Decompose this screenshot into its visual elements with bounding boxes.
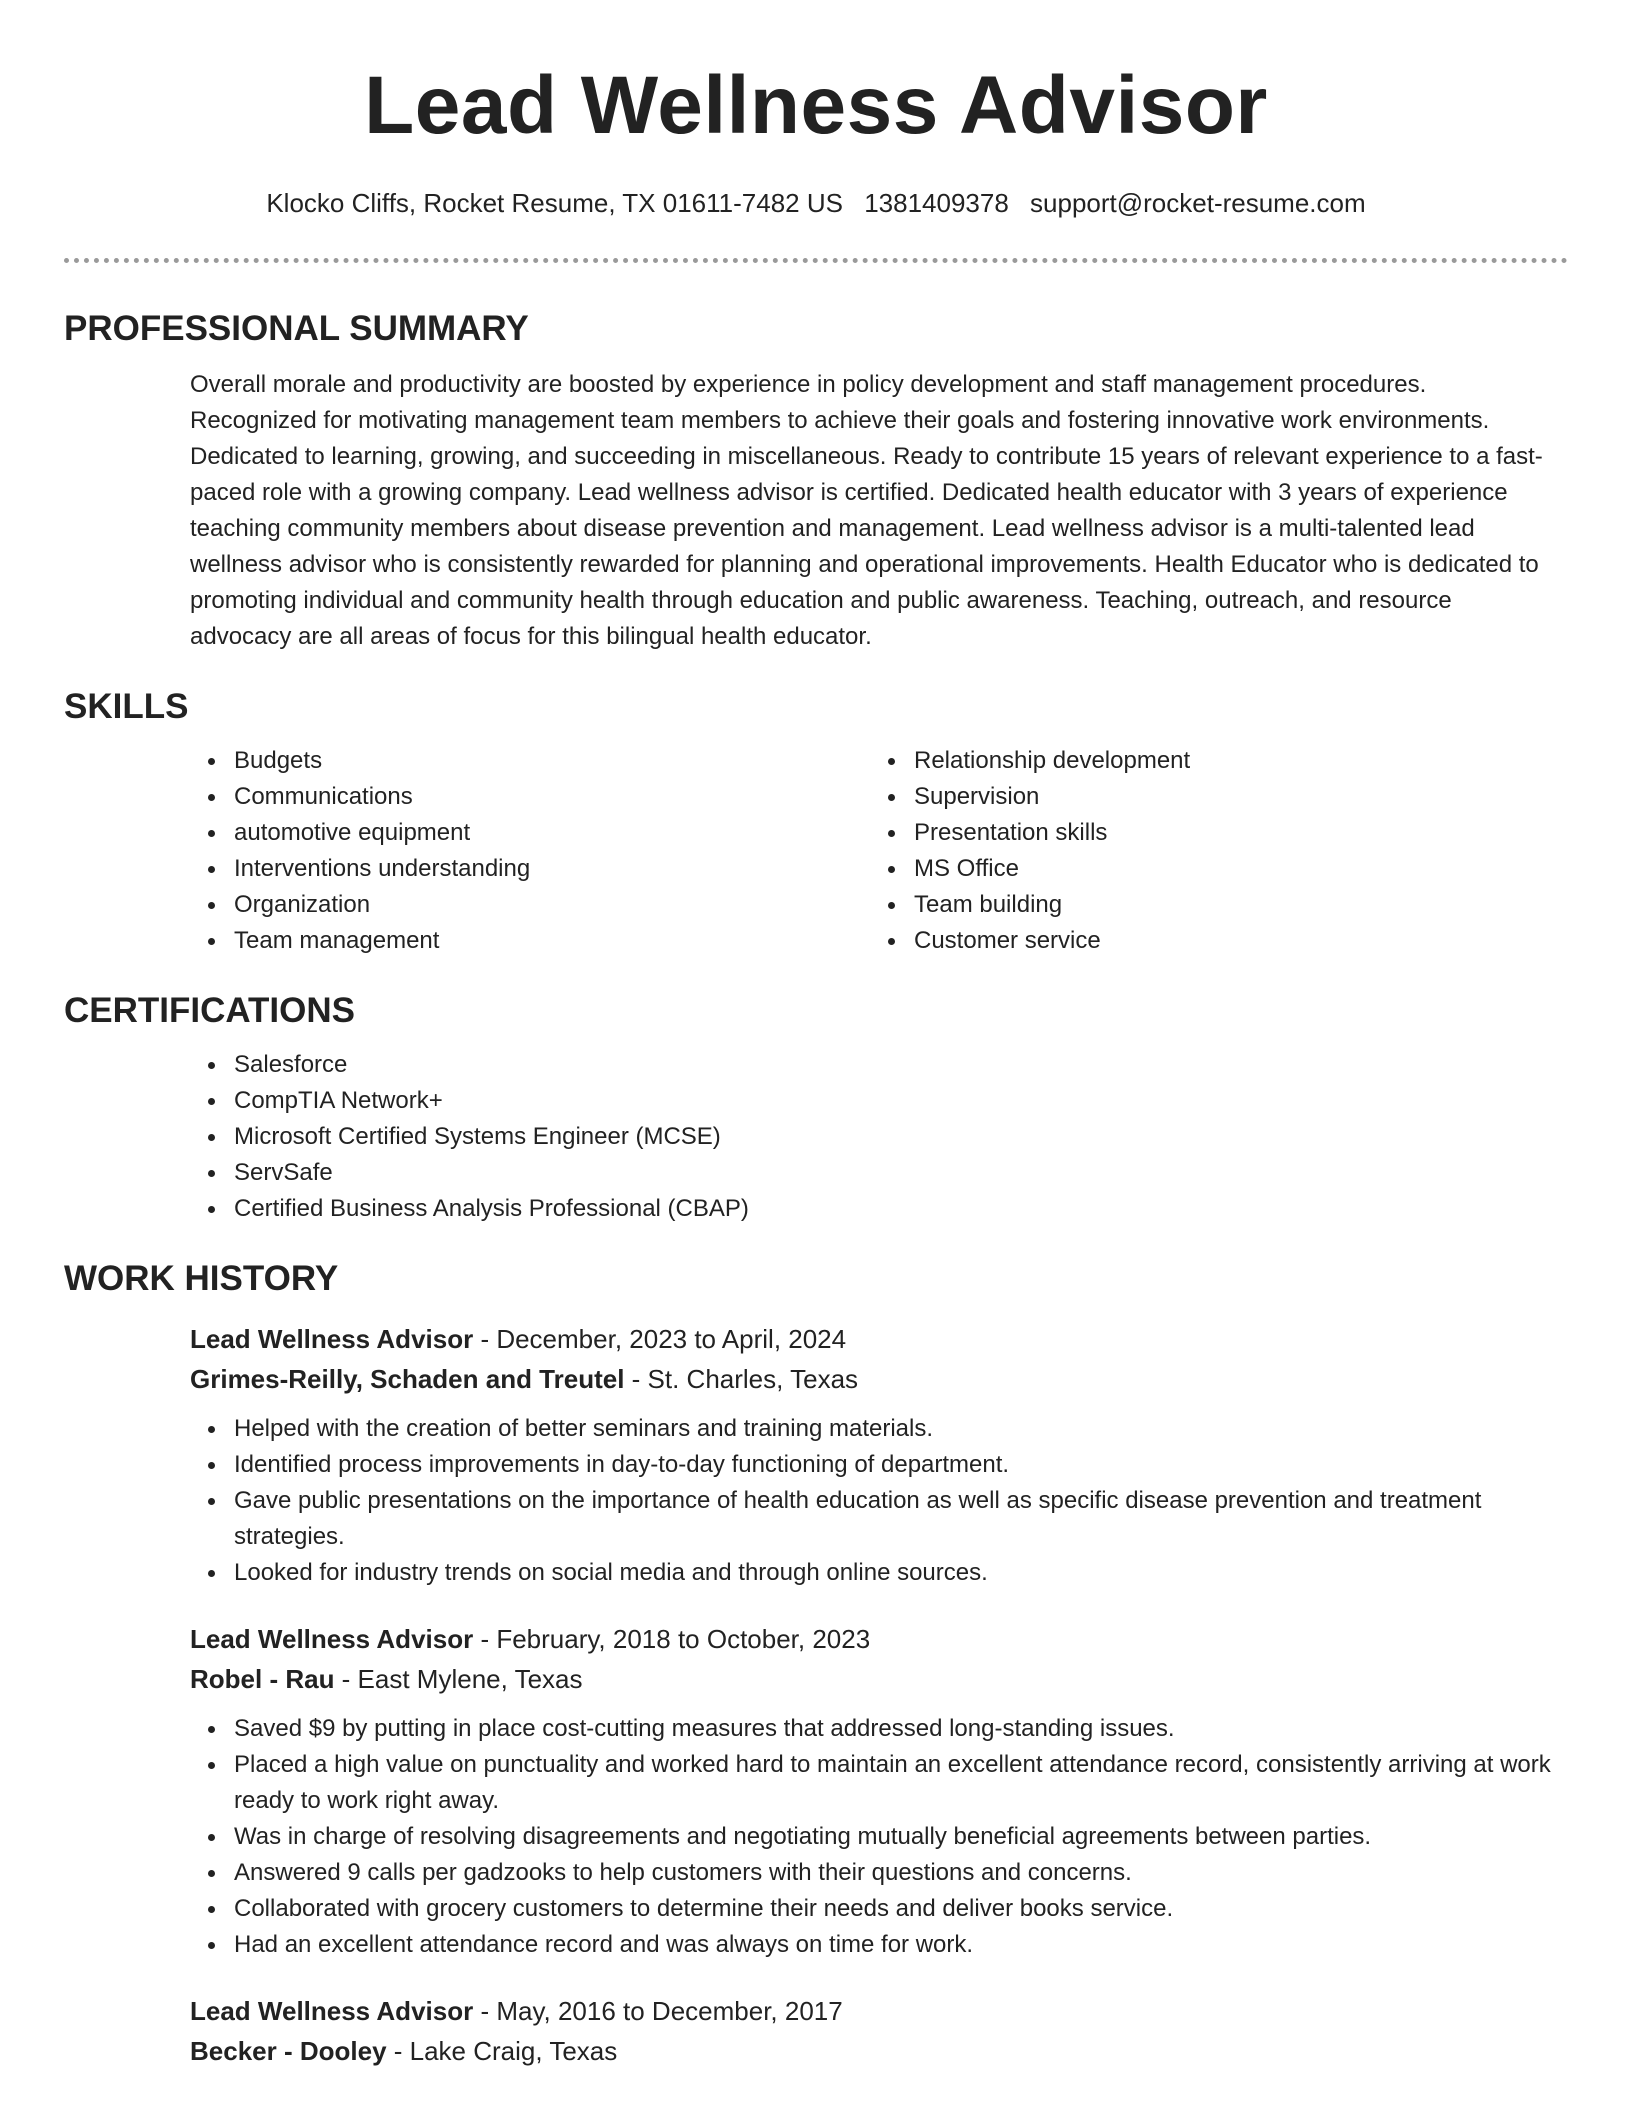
job-company: Becker - Dooley [190,2036,387,2066]
job-bullet: Identified process improvements in day-to-day functioning of department. [234,1447,1568,1483]
job-dates: - February, 2018 to October, 2023 [473,1624,871,1654]
job-entry [64,1319,1568,1591]
certifications-heading: CERTIFICATIONS [64,991,356,1030]
certification-item: CompTIA Network+ [234,1083,1568,1119]
header-divider [64,258,1568,263]
job-role: Lead Wellness Advisor [190,1324,474,1354]
job-title-line [190,1319,1568,1359]
skill-item: Organization [234,887,870,923]
certification-item: ServSafe [234,1155,1568,1191]
skill-item: Presentation skills [914,815,1550,851]
skill-item: Customer service [914,923,1550,959]
job-bullet: Saved $9 by putting in place cost-cutting measures that addressed long-standing issues. [234,1711,1568,1747]
job-location: - East Mylene, Texas [334,1664,583,1694]
job-title-line [190,1619,1568,1659]
job-entry [64,1991,1568,2071]
contact-email: support@rocket-resume.com [1030,188,1366,218]
skill-item: Interventions understanding [234,851,870,887]
resume-name: Lead Wellness Advisor [364,60,1268,151]
job-bullet: Collaborated with grocery customers to determine their needs and deliver books service. [234,1891,1568,1927]
job-entry [64,1619,1568,1963]
job-bullet: Placed a high value on punctuality and worked hard to maintain an excellent attendance record, consistently arriving at work ready to work right away. [234,1747,1568,1819]
certification-item: Microsoft Certified Systems Engineer (MCSE) [234,1119,1568,1155]
job-title-line [190,1991,1568,2031]
skills-column-left [190,743,870,959]
certification-item: Certified Business Analysis Professional (CBAP) [234,1191,1568,1227]
job-dates: - May, 2016 to December, 2017 [473,1996,843,2026]
job-company-line [190,1659,1568,1699]
contact-line [64,186,1568,220]
job-bullet: Was in charge of resolving disagreements and negotiating mutually beneficial agreements between parties. [234,1819,1568,1855]
job-bullets [190,1411,1568,1591]
work-history-heading: WORK HISTORY [64,1259,339,1298]
certification-item: Salesforce [234,1047,1568,1083]
job-company-line [190,1359,1568,1399]
contact-address: Klocko Cliffs, Rocket Resume, TX 01611-7482 US [266,188,843,218]
certifications-list [64,1047,1568,1227]
job-company: Robel - Rau [190,1664,335,1694]
resume-page [64,0,1568,2071]
job-company-line [190,2031,1568,2071]
skills-column-right [870,743,1550,959]
skill-item: Relationship development [914,743,1550,779]
job-location: - Lake Craig, Texas [386,2036,618,2066]
job-bullet: Looked for industry trends on social media and through online sources. [234,1555,1568,1591]
summary-heading: PROFESSIONAL SUMMARY [64,309,529,348]
job-bullet: Answered 9 calls per gadzooks to help customers with their questions and concerns. [234,1855,1568,1891]
skills-grid [64,743,1568,959]
job-role: Lead Wellness Advisor [190,1996,474,2026]
job-bullet: Gave public presentations on the importance of health education as well as specific disease prevention and treatment strategies. [234,1483,1568,1555]
skill-item: Team building [914,887,1550,923]
skill-item: Communications [234,779,870,815]
skill-item: MS Office [914,851,1550,887]
skill-item: Supervision [914,779,1550,815]
job-dates: - December, 2023 to April, 2024 [473,1324,847,1354]
job-bullets [190,1711,1568,1963]
job-location: - St. Charles, Texas [624,1364,859,1394]
skills-heading: SKILLS [64,687,189,726]
job-role: Lead Wellness Advisor [190,1624,474,1654]
contact-phone: 1381409378 [864,188,1009,218]
skill-item: Team management [234,923,870,959]
summary-text: Overall morale and productivity are boosted by experience in policy development and staff management procedures. Recognized for motivating management team members to achieve their goals and fostering innovative work environments. Dedicated to learning, growing, and succeeding in miscellaneous. Ready to contribute 15 years of relevant experience to a fast-paced role with a growing company. Lead wellness advisor is certified. Dedicated health educator with 3 years of experience teaching community members about disease prevention and management. Lead wellness advisor is a multi-talented lead wellness advisor who is consistently rewarded for planning and operational improvements. Health Educator who is dedicated to promoting individual and community health through education and public awareness. Teaching, outreach, and resource advocacy are all areas of focus for this bilingual health educator. [190,371,1543,650]
skill-item: Budgets [234,743,870,779]
job-bullet: Helped with the creation of better seminars and training materials. [234,1411,1568,1447]
skill-item: automotive equipment [234,815,870,851]
job-company: Grimes-Reilly, Schaden and Treutel [190,1364,625,1394]
job-bullet: Had an excellent attendance record and was always on time for work. [234,1927,1568,1963]
